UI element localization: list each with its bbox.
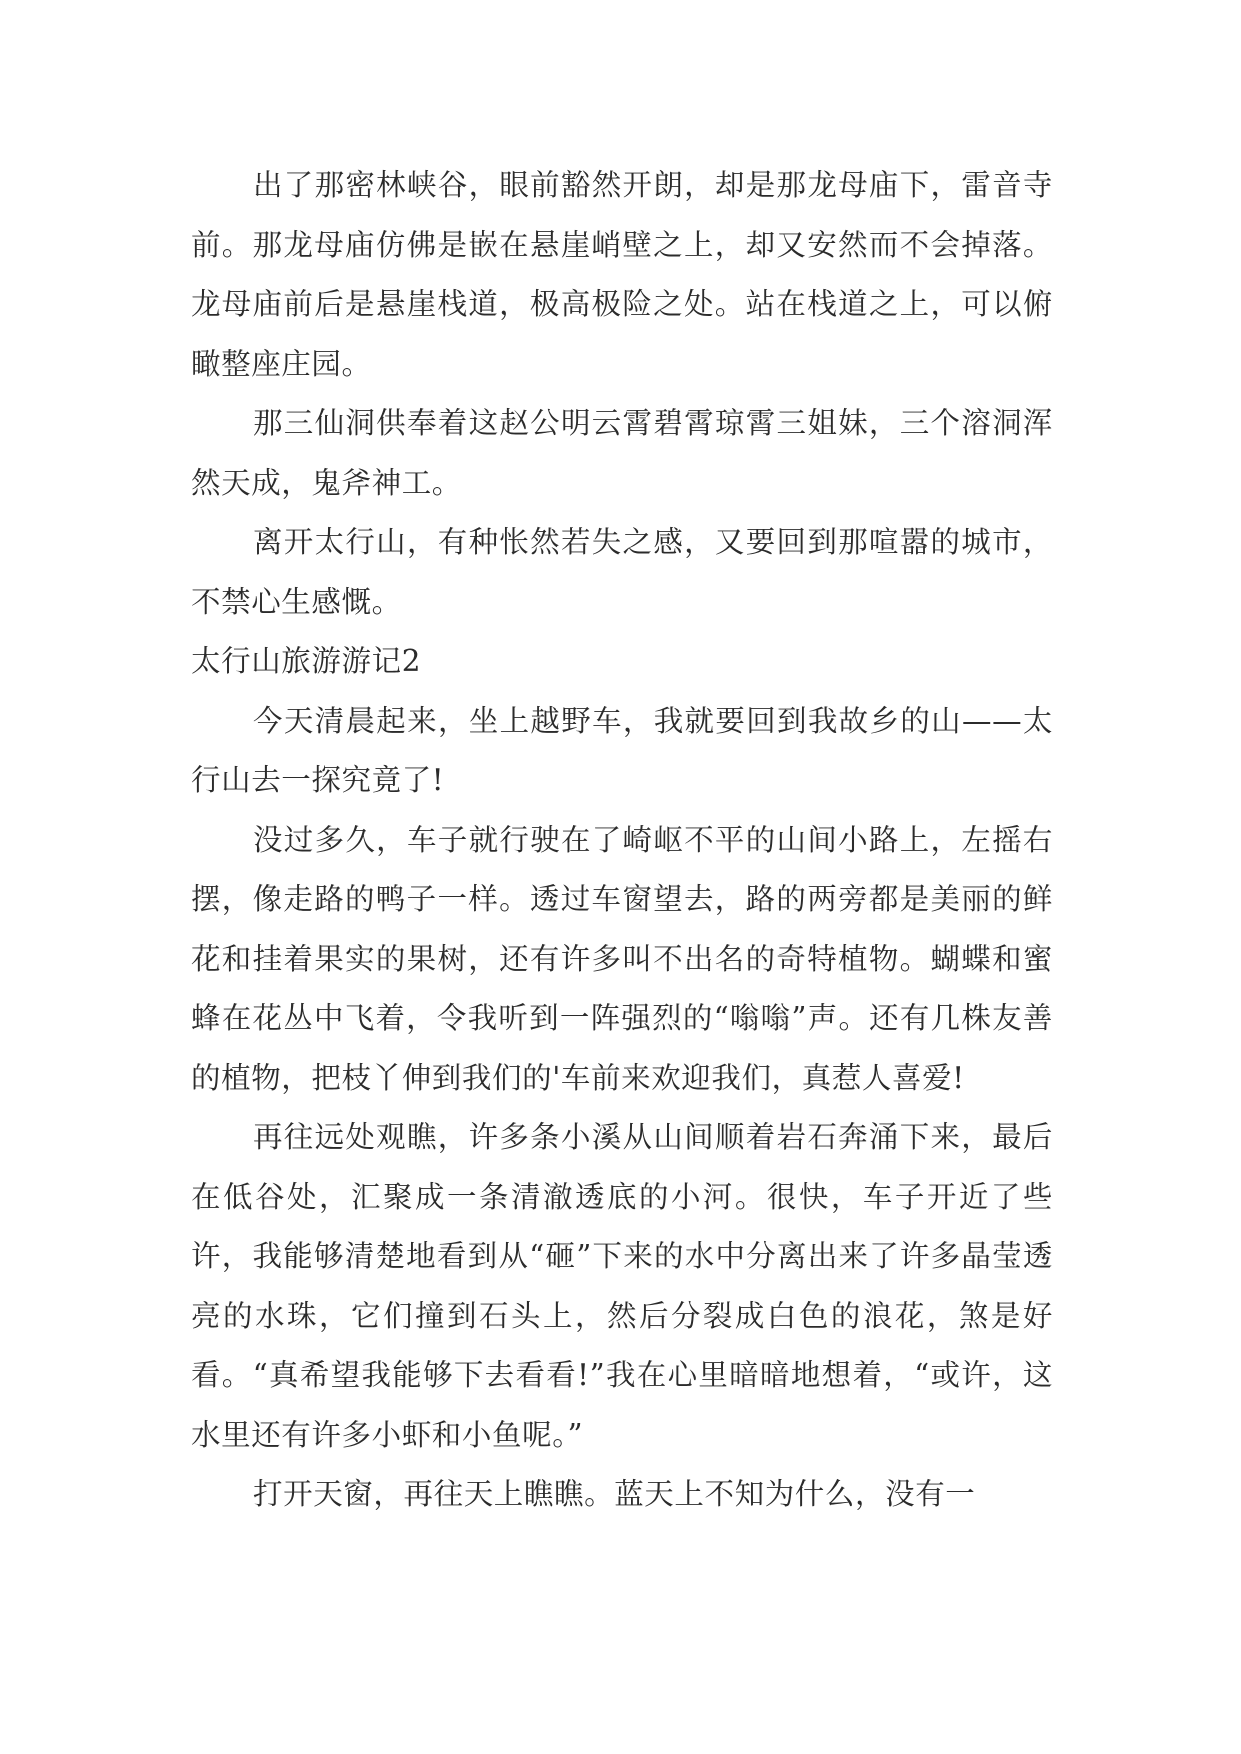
paragraph: 离开太行山，有种怅然若失之感，又要回到那喧嚣的城市，不禁心生感慨。 bbox=[191, 525, 1053, 619]
paragraph: 没过多久，车子就行驶在了崎岖不平的山间小路上，左摇右摆，像走路的鸭子一样。透过车窗望去，路的两旁都是美丽的鲜花和挂着果实的果树，还有许多叫不出名的奇特植物。蝴蝶和蜜蜂在花丛中飞着，令我听到一阵强烈的“嗡嗡”声。还有几株友善的植物，把枝丫伸到我们的'车前来欢迎我们，真惹人喜爱! bbox=[191, 822, 1053, 1095]
paragraph: 再往远处观瞧，许多条小溪从山间顺着岩石奔涌下来，最后在低谷处，汇聚成一条清澈透底的小河。很快，车子开近了些许，我能够清楚地看到从“砸”下来的水中分离出来了许多晶莹透亮的水珠，它们撞到石头上，然后分裂成白色的浪花，煞是好看。“真希望我能够下去看看!”我在心里暗暗地想着，“或许，这水里还有许多小虾和小鱼呢。” bbox=[191, 1120, 1053, 1452]
paragraph: 出了那密林峡谷，眼前豁然开朗，却是那龙母庙下，雷音寺前。那龙母庙仿佛是嵌在悬崖峭壁之上，却又安然而不会掉落。龙母庙前后是悬崖栈道，极高极险之处。站在栈道之上，可以俯瞰整座庄园。 bbox=[191, 168, 1053, 381]
paragraph: 那三仙洞供奉着这赵公明云霄碧霄琼霄三姐妹，三个溶洞浑然天成，鬼斧神工。 bbox=[191, 406, 1053, 500]
section-title: 太行山旅游游记2 bbox=[191, 644, 422, 678]
paragraph: 打开天窗，再往天上瞧瞧。蓝天上不知为什么，没有一 bbox=[253, 1477, 976, 1511]
paragraph: 今天清晨起来，坐上越野车，我就要回到我故乡的山——太行山去一探究竟了! bbox=[191, 703, 1053, 797]
document-body bbox=[191, 156, 1053, 1525]
